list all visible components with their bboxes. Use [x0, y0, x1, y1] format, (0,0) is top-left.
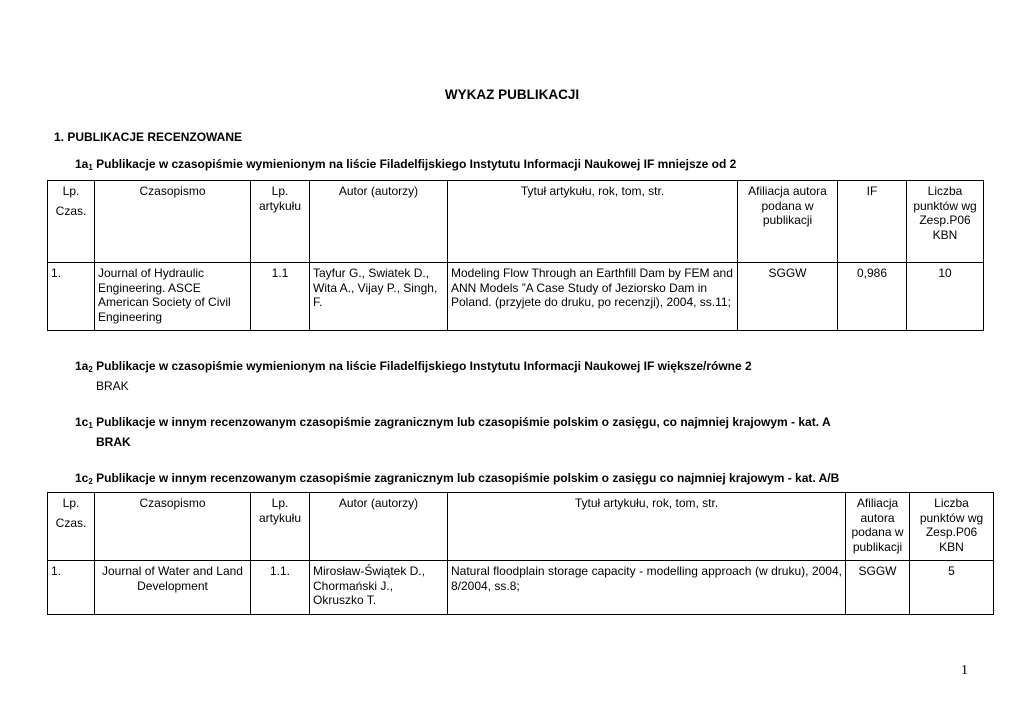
cell-autor: Tayfur G., Swiatek D., Wita A., Vijay P., Singh, F.	[310, 263, 448, 331]
cell-lp: 1.	[48, 263, 95, 331]
header-autor: Autor (autorzy)	[310, 181, 448, 263]
cell-afiliacja: SGGW	[738, 263, 838, 331]
header-autor: Autor (autorzy)	[310, 493, 448, 561]
table-header-row	[48, 493, 994, 561]
page-number: 1	[961, 663, 968, 678]
header-czasopismo: Czasopismo	[95, 493, 251, 561]
cell-punkty: 5	[910, 561, 994, 615]
header-lp: Lp. Czas.	[48, 493, 95, 561]
brak-1a2: BRAK	[96, 379, 129, 393]
table-header-row	[48, 181, 984, 263]
subsection-heading-1c1: $1c_1$ Publikacje w innym recenzowanym czasopiśmie zagranicznym lub czasopiśmie polskim o zasięgu, co najmniej krajowym - kat. A	[75, 415, 831, 430]
cell-lp-artykulu: 1.1.	[251, 561, 310, 615]
cell-tytul: Natural floodplain storage capacity - modelling approach (w druku), 2004, 8/2004, ss.8;	[448, 561, 846, 615]
table-row	[48, 561, 994, 615]
header-tytul: Tytuł artykułu, rok, tom, str.	[448, 181, 738, 263]
cell-czasopismo: Journal of Water and Land Development	[95, 561, 251, 615]
cell-autor: Mirosław-Świątek D., Chormański J., Okruszko T.	[310, 561, 448, 615]
cell-czasopismo: Journal of Hydraulic Engineering. ASCE American Society of Civil Engineering	[95, 263, 251, 331]
subsection-heading-1a1: $1a_1$ Publikacje w czasopiśmie wymienionym na liście Filadelfijskiego Instytutu Informacji Naukowej IF mniejsze od 2	[75, 157, 737, 172]
table-row	[48, 263, 984, 331]
section-heading-publikacje-recenzowane: 1. PUBLIKACJE RECENZOWANE	[54, 130, 243, 144]
header-czasopismo: Czasopismo	[95, 181, 251, 263]
cell-punkty: 10	[907, 263, 984, 331]
header-lp-artykulu: Lp. artykułu	[251, 181, 310, 263]
cell-if: 0,986	[838, 263, 907, 331]
table-1a1	[47, 180, 984, 331]
header-lp: Lp. Czas.	[48, 181, 95, 263]
cell-afiliacja: SGGW	[846, 561, 910, 615]
brak-1c1: BRAK	[96, 435, 131, 449]
header-punkty: Liczba punktów wg Zesp.P06 KBN	[910, 493, 994, 561]
page-title: WYKAZ PUBLIKACJI	[444, 87, 580, 102]
table-1c2	[47, 492, 994, 615]
header-tytul: Tytuł artykułu, rok, tom, str.	[448, 493, 846, 561]
header-if: IF	[838, 181, 907, 263]
header-punkty: Liczba punktów wg Zesp.P06 KBN	[907, 181, 984, 263]
header-afiliacja: Afiliacja autora podana w publikacji	[846, 493, 910, 561]
cell-lp: 1.	[48, 561, 95, 615]
cell-tytul: Modeling Flow Through an Earthfill Dam by FEM and ANN Models ”A Case Study of Jeziorsko Dam in Poland. (przyjete do druku, po recenzji), 2004, ss.11;	[448, 263, 738, 331]
subsection-heading-1c2: $1c_2$ Publikacje w innym recenzowanym czasopiśmie zagranicznym lub czasopiśmie polskim o zasięgu co najmniej krajowym - kat. A/B	[75, 471, 840, 486]
cell-lp-artykulu: 1.1	[251, 263, 310, 331]
header-afiliacja: Afiliacja autora podana w publikacji	[738, 181, 838, 263]
header-lp-artykulu: Lp. artykułu	[251, 493, 310, 561]
subsection-heading-1a2: $1a_2$ Publikacje w czasopiśmie wymienionym na liście Filadelfijskiego Instytutu Informacji Naukowej IF większe/równe 2	[75, 359, 752, 374]
